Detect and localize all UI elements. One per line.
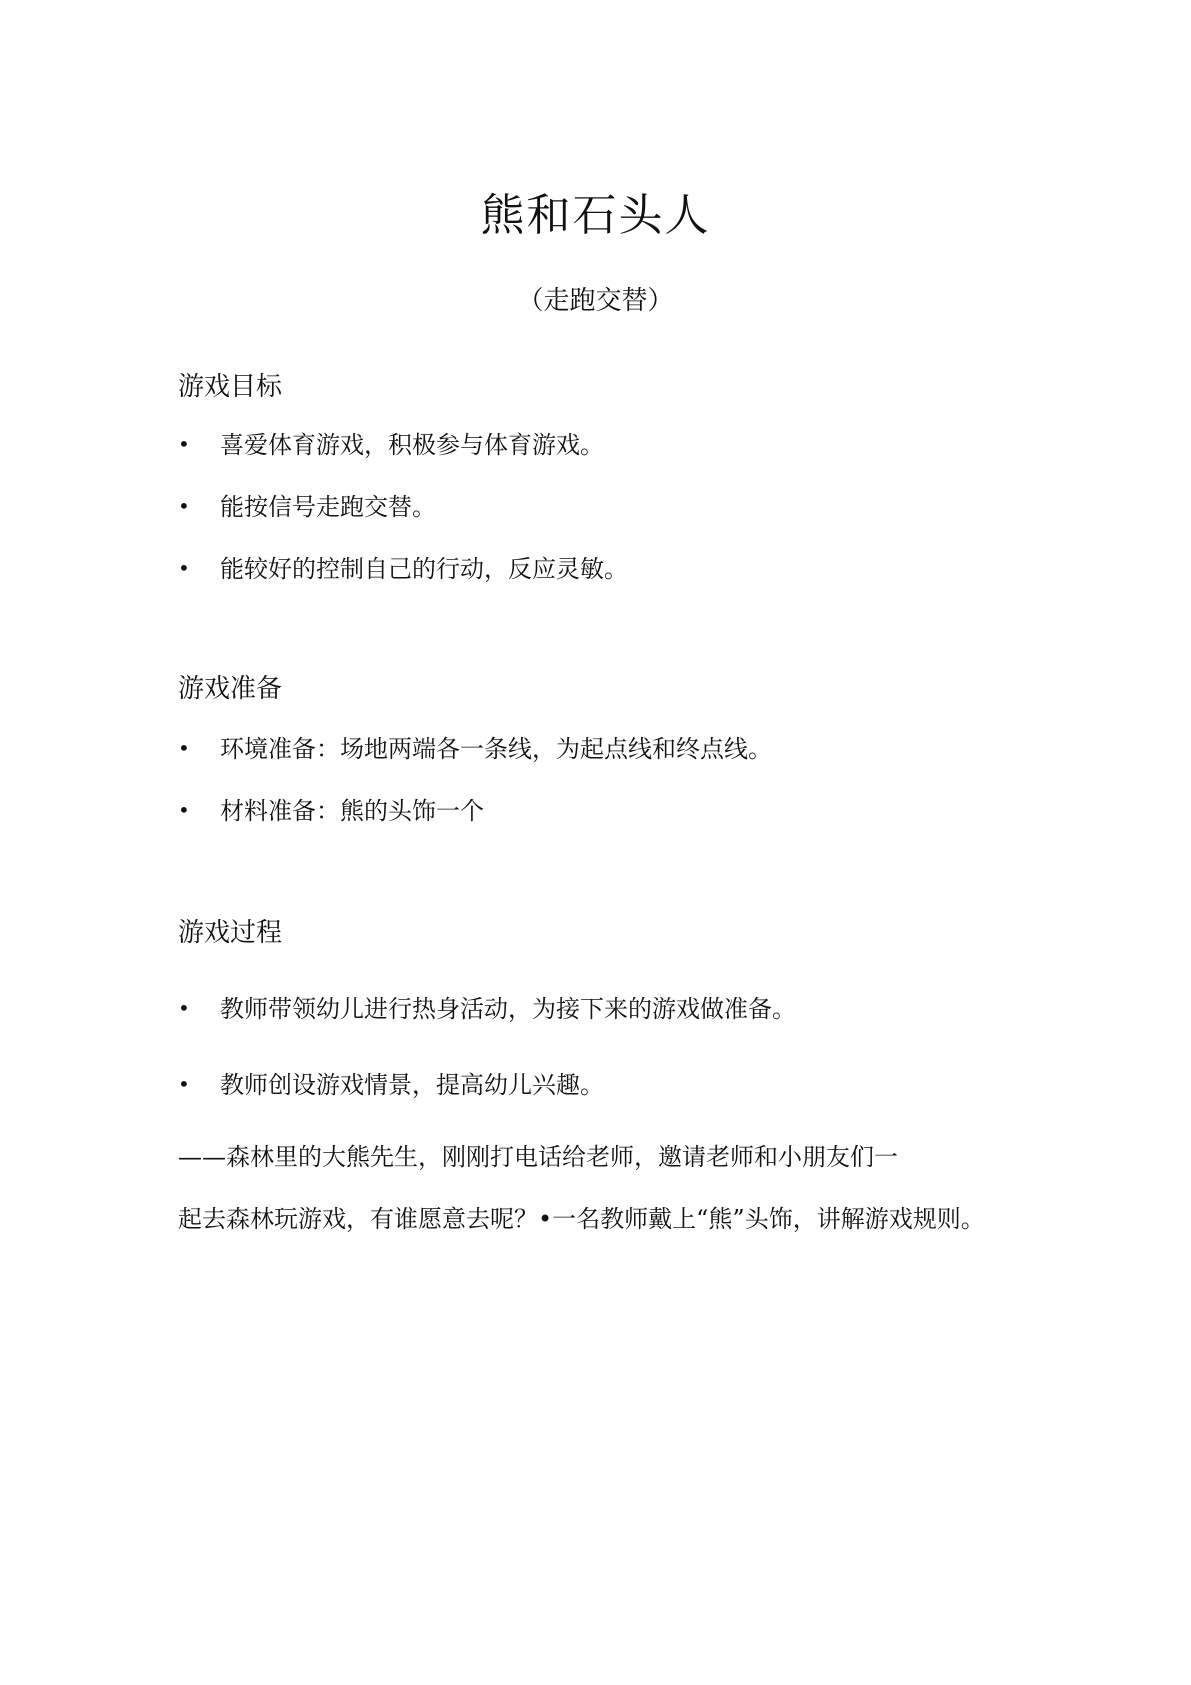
document-title: 熊和石头人	[480, 190, 711, 241]
list-item-text: 材料准备：熊的头饰一个	[220, 797, 484, 825]
bullet-icon: •	[178, 494, 190, 518]
paragraph-narration: ——森林里的大熊先生，刚刚打电话给老师，邀请老师和小朋友们一	[178, 1143, 898, 1171]
list-item-text: 环境准备：场地两端各一条线，为起点线和终点线。	[220, 735, 772, 763]
list-item-text: 能按信号走跑交替。	[220, 493, 436, 521]
list-item	[178, 490, 436, 525]
bullet-icon: •	[178, 556, 190, 580]
list-item	[178, 794, 484, 829]
list-item-text: 能较好的控制自己的行动，反应灵敏。	[220, 555, 628, 583]
bullet-icon: •	[178, 1072, 190, 1096]
bullet-icon: •	[178, 736, 190, 760]
section-heading-goals: 游戏目标	[178, 372, 283, 402]
list-item	[178, 992, 796, 1027]
list-item-text: 教师创设游戏情景，提高幼儿兴趣。	[220, 1071, 604, 1099]
paragraph-rules: 起去森林玩游戏，有谁愿意去呢？•一名教师戴上“熊”头饰，讲解游戏规则。	[178, 1205, 985, 1233]
bullet-icon: •	[178, 996, 190, 1020]
bullet-icon: •	[178, 798, 190, 822]
list-item-text: 教师带领幼儿进行热身活动，为接下来的游戏做准备。	[220, 995, 796, 1023]
list-item	[178, 1068, 604, 1103]
section-heading-process: 游戏过程	[178, 918, 283, 948]
bullet-icon: •	[178, 432, 190, 456]
list-item	[178, 552, 628, 587]
section-heading-prep: 游戏准备	[178, 674, 283, 704]
document-subtitle: （走跑交替）	[517, 286, 674, 316]
list-item-text: 喜爱体育游戏，积极参与体育游戏。	[220, 431, 604, 459]
list-item	[178, 732, 772, 767]
list-item	[178, 428, 604, 463]
